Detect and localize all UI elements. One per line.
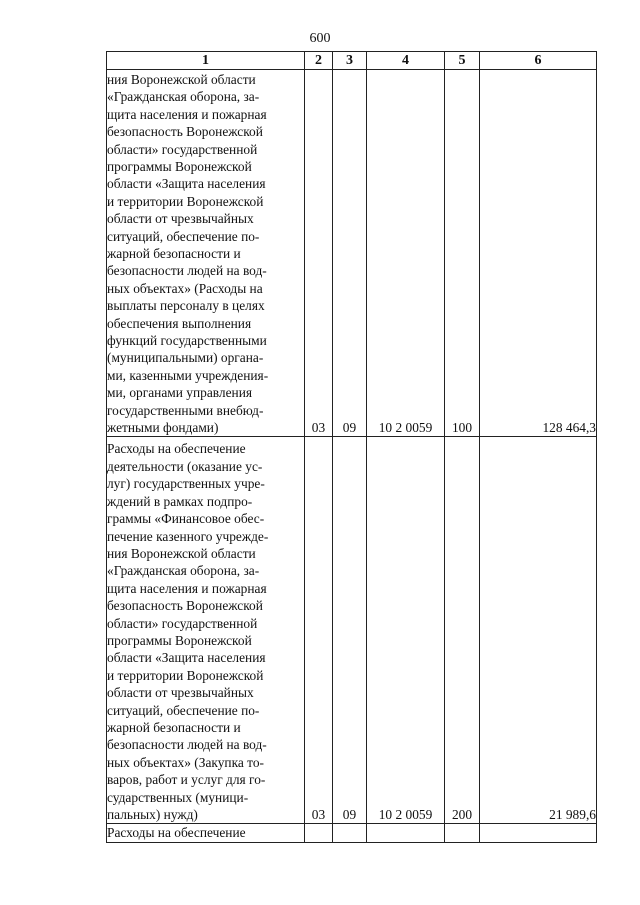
description-line: области» государственной (107, 141, 258, 157)
description-line: деятельности (оказание ус- (107, 458, 263, 474)
description-line: ния Воронежской области (107, 71, 256, 87)
description-line: луг) государственных учре- (107, 476, 265, 492)
cell-target-article: 10 2 0059 (367, 70, 445, 437)
cell-target-article: 10 2 0059 (367, 437, 445, 824)
cell-section: 03 (305, 437, 333, 824)
description-line: области от чрезвычайных (107, 211, 254, 227)
column-header-3: 3 (333, 52, 367, 70)
description-line: безопасности людей на вод- (107, 737, 267, 753)
page-number: 600 (309, 31, 331, 46)
description-line: ных объектах» (Расходы на (107, 280, 263, 296)
description-line: варов, работ и услуг для го- (107, 772, 266, 788)
cell-subsection: 09 (333, 70, 367, 437)
description-line: ситуаций, обеспечение по- (107, 702, 260, 718)
description-line: граммы «Финансовое обес- (107, 511, 265, 527)
cell-amount: 128 464,3 (480, 70, 597, 437)
description-line: щита населения и пожарная (107, 106, 267, 122)
description-line: области «Защита населения (107, 176, 266, 192)
description-line: безопасность Воронежской (107, 124, 263, 140)
description-line: и территории Воронежской (107, 667, 264, 683)
cell-expense-type: 200 (445, 437, 480, 824)
description-line: безопасности людей на вод- (107, 263, 267, 279)
row-description (107, 824, 305, 842)
budget-table (106, 51, 597, 843)
cell-subsection (333, 824, 367, 842)
description-line: функций государственными (107, 332, 267, 348)
column-header-4: 4 (367, 52, 445, 70)
description-line: ми, органами управления (107, 385, 253, 401)
description-line: ситуаций, обеспечение по- (107, 228, 260, 244)
table-row (107, 824, 597, 842)
description-line: программы Воронежской (107, 158, 252, 174)
description-line: ных объектах» (Закупка то- (107, 754, 264, 770)
cell-target-article (367, 824, 445, 842)
cell-expense-type (445, 824, 480, 842)
description-line: щита населения и пожарная (107, 580, 267, 596)
description-line: выплаты персоналу в целях (107, 298, 265, 314)
description-line: ждений в рамках подпро- (107, 493, 253, 509)
table-row (107, 437, 597, 824)
column-header-1: 1 (107, 52, 305, 70)
description-line: жарной безопасности и (107, 719, 241, 735)
description-line: Расходы на обеспечение (107, 825, 246, 841)
description-line: жарной безопасности и (107, 245, 241, 261)
description-line: государственными внебюд- (107, 402, 264, 418)
column-header-2: 2 (305, 52, 333, 70)
row-description (107, 70, 305, 437)
description-line: печение казенного учрежде- (107, 528, 269, 544)
description-line: и территории Воронежской (107, 193, 264, 209)
description-line: «Гражданская оборона, за- (107, 89, 260, 105)
cell-subsection: 09 (333, 437, 367, 824)
description-line: (муниципальными) органа- (107, 350, 264, 366)
description-line: безопасность Воронежской (107, 598, 263, 614)
description-line: «Гражданская оборона, за- (107, 563, 260, 579)
description-line: обеспечения выполнения (107, 315, 252, 331)
description-line: области» государственной (107, 615, 258, 631)
description-line: области «Защита населения (107, 650, 266, 666)
cell-expense-type: 100 (445, 70, 480, 437)
column-header-5: 5 (445, 52, 480, 70)
column-header-6: 6 (480, 52, 597, 70)
table-row (107, 70, 597, 437)
description-line: сударственных (муници- (107, 789, 249, 805)
description-line: программы Воронежской (107, 632, 252, 648)
cell-section: 03 (305, 70, 333, 437)
description-line: области от чрезвычайных (107, 685, 254, 701)
cell-section (305, 824, 333, 842)
cell-amount (480, 824, 597, 842)
description-line: жетными фондами) (107, 420, 219, 435)
description-line: Расходы на обеспечение (107, 441, 246, 457)
cell-amount: 21 989,6 (480, 437, 597, 824)
table-header-row (107, 52, 597, 70)
description-line: ния Воронежской области (107, 545, 256, 561)
description-line: пальных) нужд) (107, 807, 198, 822)
description-line: ми, казенными учреждения- (107, 367, 269, 383)
row-description (107, 437, 305, 824)
